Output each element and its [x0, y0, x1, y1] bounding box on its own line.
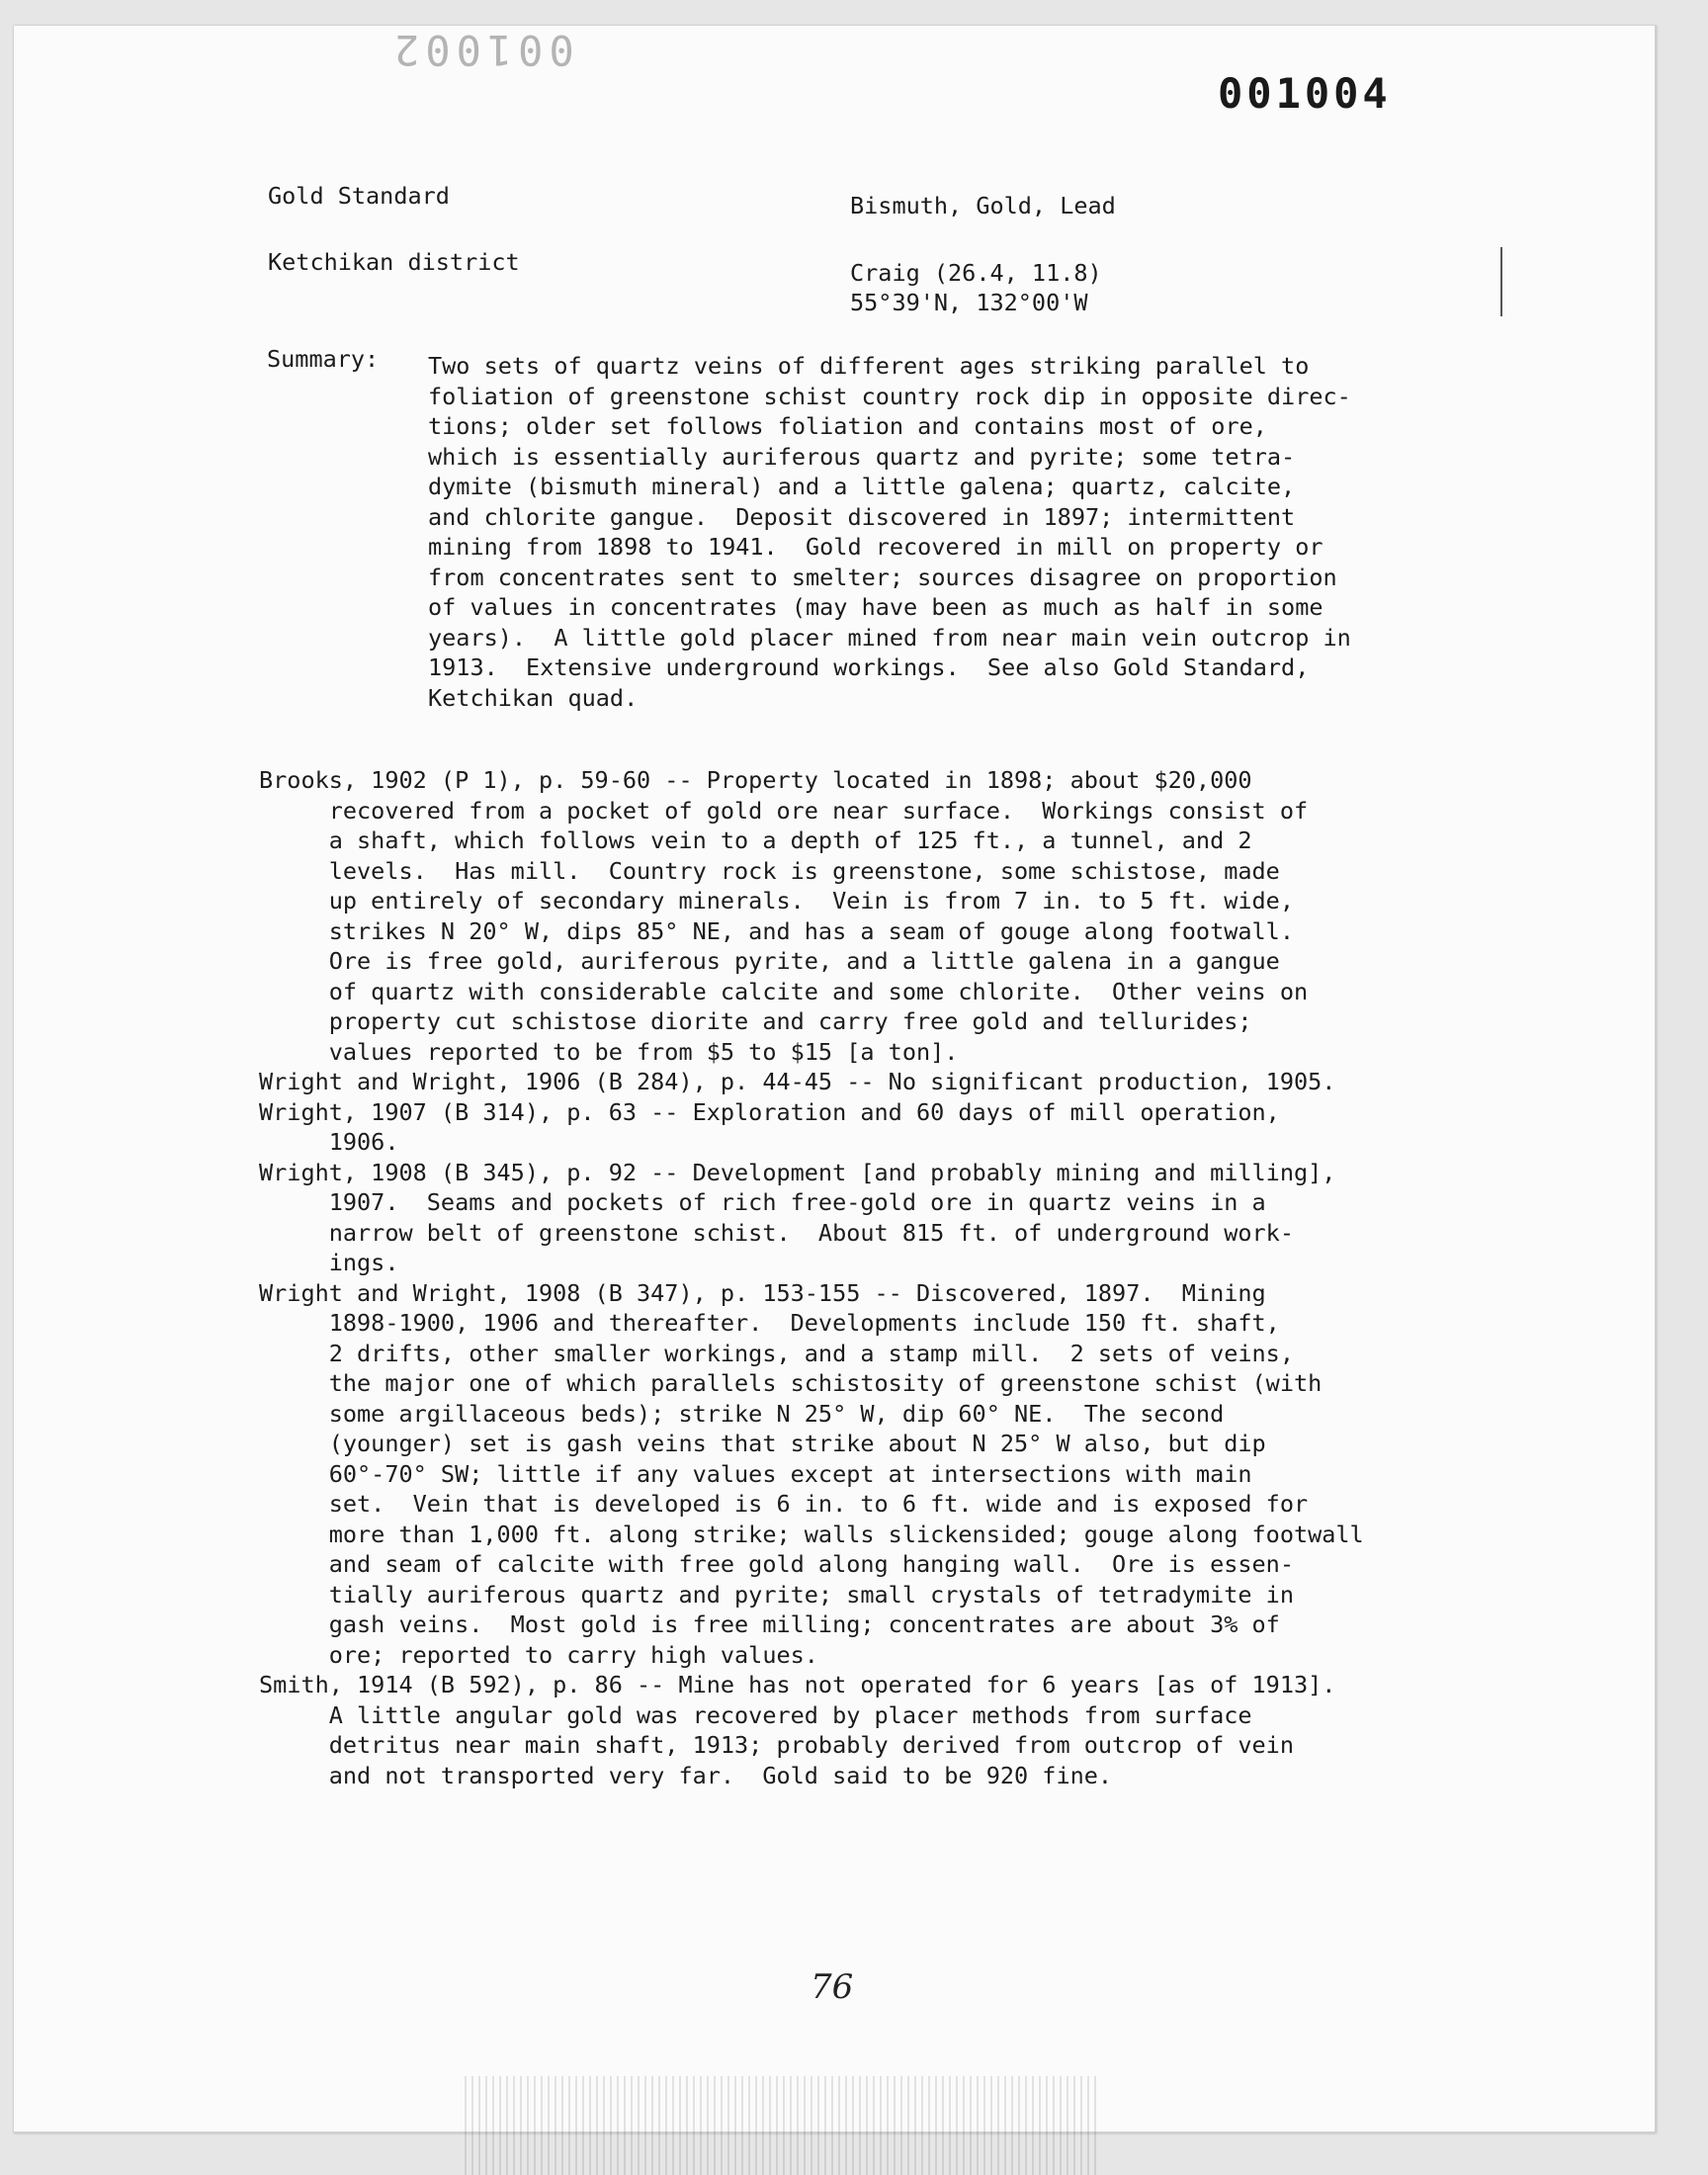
reference-line: 2 drifts, other smaller workings, and a stamp mill. 2 sets of veins, [259, 1339, 1294, 1367]
summary-line: Two sets of quartz veins of different ages striking parallel to [428, 352, 1310, 380]
reference-line: ings. [259, 1249, 399, 1276]
reference-line: 1898-1900, 1906 and thereafter. Developments include 150 ft. shaft, [259, 1309, 1280, 1337]
reference-line: Wright, 1908 (B 345), p. 92 -- Development [and probably mining and milling], [259, 1158, 1336, 1186]
summary-line: of values in concentrates (may have been as much as half in some [428, 593, 1324, 621]
summary-line: Ketchikan quad. [428, 683, 639, 712]
district: Ketchikan district [268, 248, 520, 276]
summary-text [428, 351, 1351, 713]
reference-line: Smith, 1914 (B 592), p. 86 -- Mine has not operated for 6 years [as of 1913]. [259, 1671, 1336, 1698]
scan-artifact-stripes [465, 2076, 1097, 2175]
reference-line: 60°-70° SW; little if any values except at intersections with main [259, 1459, 1252, 1488]
reference-line: Wright, 1907 (B 314), p. 63 -- Exploration and 60 days of mill operation, [259, 1097, 1280, 1126]
reference-line: ore; reported to carry high values. [259, 1640, 818, 1669]
reference-line: Wright and Wright, 1906 (B 284), p. 44-45 -- No significant production, 1905. [259, 1068, 1336, 1095]
reference-entry [259, 1670, 1364, 1790]
reference-line: strikes N 20° W, dips 85° NE, and has a seam of gouge along footwall. [259, 916, 1294, 945]
reference-entry [259, 1067, 1364, 1097]
reference-line: Wright and Wright, 1908 (B 347), p. 153-155 -- Discovered, 1897. Mining [259, 1278, 1266, 1307]
reference-line: more than 1,000 ft. along strike; walls slickensided; gouge along footwall [259, 1520, 1364, 1548]
quadrangle: Craig (26.4, 11.8) [850, 259, 1102, 287]
reference-line: A little angular gold was recovered by placer methods from surface [259, 1700, 1252, 1729]
reference-entry [259, 1158, 1364, 1278]
reference-line: 1907. Seams and pockets of rich free-gold ore in quartz veins in a [259, 1188, 1266, 1216]
summary-line: mining from 1898 to 1941. Gold recovered in mill on property or [428, 533, 1324, 561]
reference-line: narrow belt of greenstone schist. About 815 ft. of underground work- [259, 1218, 1294, 1247]
deposit-name: Gold Standard [268, 182, 450, 210]
reference-line: of quartz with considerable calcite and some chlorite. Other veins on [259, 977, 1309, 1005]
summary-line: years). A little gold placer mined from near main vein outcrop in [428, 623, 1351, 652]
summary-line: foliation of greenstone schist country rock dip in opposite direc- [428, 382, 1351, 410]
reference-line: Ore is free gold, auriferous pyrite, and a little galena in a gangue [259, 947, 1280, 975]
reference-line: and seam of calcite with free gold along hanging wall. Ore is essen- [259, 1550, 1294, 1578]
reference-entry [259, 1097, 1364, 1158]
summary-line: and chlorite gangue. Deposit discovered in 1897; intermittent [428, 502, 1296, 531]
reference-line: (younger) set is gash veins that strike about N 25° W also, but dip [259, 1430, 1266, 1457]
faded-stamp-number: 001002 [388, 26, 574, 74]
reference-line: up entirely of secondary minerals. Vein is from 7 in. to 5 ft. wide, [259, 887, 1294, 914]
summary-line: dymite (bismuth mineral) and a little galena; quartz, calcite, [428, 473, 1296, 500]
reference-entry [259, 765, 1364, 1067]
reference-line: property cut schistose diorite and carry free gold and tellurides; [259, 1007, 1252, 1035]
reference-line: detritus near main shaft, 1913; probably derived from outcrop of vein [259, 1731, 1294, 1759]
reference-line: levels. Has mill. Country rock is greenstone, some schistose, made [259, 856, 1280, 885]
reference-entry [259, 1278, 1364, 1671]
summary-label: Summary: [267, 345, 380, 373]
reference-line: tially auriferous quartz and pyrite; small crystals of tetradymite in [259, 1580, 1294, 1609]
summary-line: tions; older set follows foliation and contains most of ore, [428, 412, 1267, 440]
reference-line: 1906. [259, 1128, 399, 1156]
reference-line: some argillaceous beds); strike N 25° W, dip 60° NE. The second [259, 1399, 1225, 1428]
reference-line: the major one of which parallels schistosity of greenstone schist (with [259, 1369, 1323, 1397]
reference-line: set. Vein that is developed is 6 in. to 6 ft. wide and is exposed for [259, 1490, 1309, 1518]
references-list [259, 765, 1364, 1790]
reference-line: and not transported very far. Gold said to be 920 fine. [259, 1761, 1113, 1789]
page-number: 76 [811, 1967, 854, 2007]
margin-mark [1500, 247, 1502, 316]
summary-line: from concentrates sent to smelter; sources disagree on proportion [428, 563, 1337, 591]
reference-line: Brooks, 1902 (P 1), p. 59-60 -- Property located in 1898; about $20,000 [259, 766, 1252, 794]
reference-line: gash veins. Most gold is free milling; concentrates are about 3% of [259, 1610, 1280, 1638]
coordinates: 55°39'N, 132°00'W [850, 289, 1088, 316]
summary-line: which is essentially auriferous quartz and pyrite; some tetra- [428, 442, 1296, 471]
reference-line: values reported to be from $5 to $15 [a ton]. [259, 1037, 959, 1066]
reference-line: a shaft, which follows vein to a depth of 125 ft., a tunnel, and 2 [259, 826, 1252, 854]
summary-line: 1913. Extensive underground workings. See also Gold Standard, [428, 653, 1310, 681]
page-id-stamp: 001004 [1218, 69, 1392, 118]
commodities: Bismuth, Gold, Lead [850, 192, 1116, 219]
reference-line: recovered from a pocket of gold ore near surface. Workings consist of [259, 796, 1309, 825]
